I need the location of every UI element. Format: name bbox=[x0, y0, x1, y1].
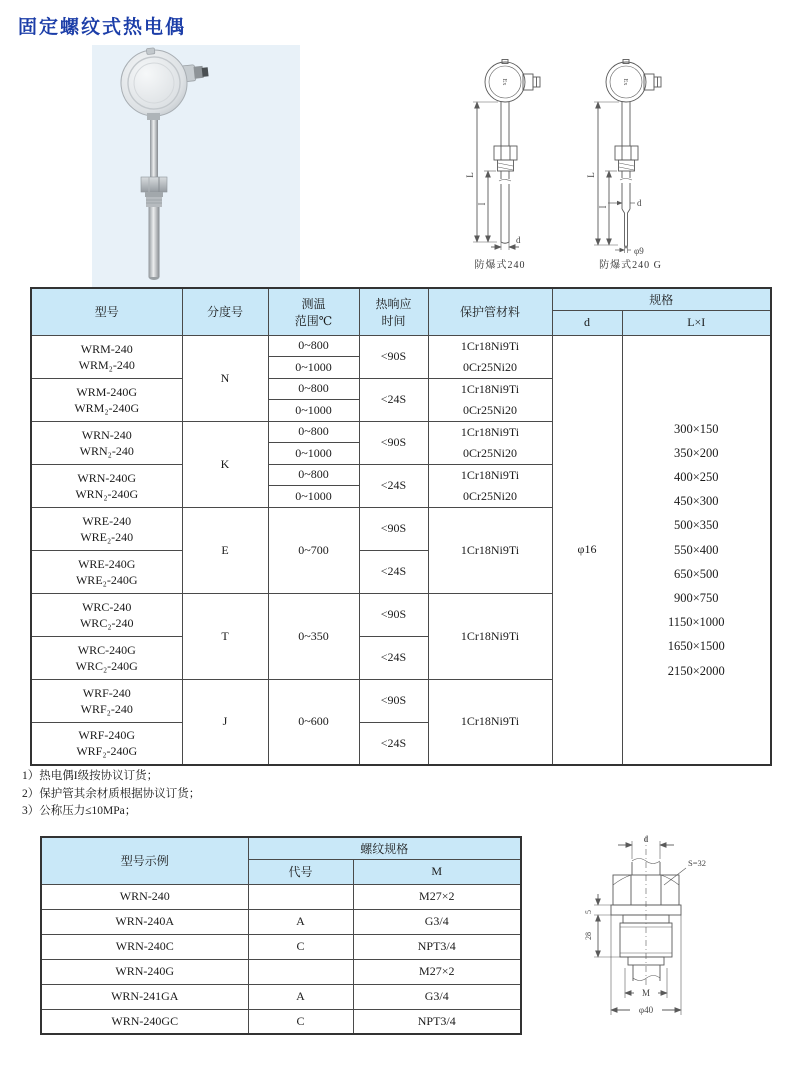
material-line: 0Cr25Ni20 bbox=[463, 402, 517, 417]
response-line1: 热响应 bbox=[375, 296, 412, 311]
response-cell: <24S bbox=[359, 722, 428, 765]
col-header-code: 代号 bbox=[248, 859, 353, 884]
page-title: 固定螺纹式热电偶 bbox=[18, 17, 187, 38]
material-cell: 1Cr18Ni9Ti bbox=[428, 507, 552, 593]
temp-range-cell: 0~1000 bbox=[268, 400, 359, 422]
model-cell-wrmg bbox=[31, 378, 182, 421]
material-cell bbox=[428, 464, 552, 507]
model-cell-wrng bbox=[31, 464, 182, 507]
dim-label-I: I bbox=[598, 205, 608, 209]
model-cell-wrc bbox=[31, 593, 182, 636]
thread-spec-table bbox=[40, 836, 522, 1035]
outline-drawing-240 bbox=[452, 52, 552, 254]
dim-label-d: d bbox=[643, 834, 649, 844]
notes-block bbox=[22, 768, 200, 821]
temp-range-cell: 0~800 bbox=[268, 421, 359, 443]
material-line: 0Cr25Ni20 bbox=[463, 488, 517, 503]
head-ex-mark: Ex bbox=[622, 78, 628, 86]
thread-table-row bbox=[41, 934, 521, 959]
note-2: 2）保护管其余材质根据协议订货； bbox=[22, 787, 201, 800]
model-cell: WRN-241GA bbox=[41, 984, 248, 1009]
model-line: WRF-240 bbox=[82, 685, 131, 700]
model-line: WRN-240 bbox=[81, 427, 132, 442]
thread-table-row bbox=[41, 959, 521, 984]
code-cell: C bbox=[248, 1009, 353, 1034]
temp-range-cell: 0~1000 bbox=[268, 443, 359, 465]
material-cell bbox=[428, 335, 552, 378]
model-line: WRC₂-240 bbox=[79, 615, 134, 630]
response-cell: <24S bbox=[359, 636, 428, 679]
model-line: WRE-240 bbox=[82, 513, 132, 528]
material-cell: 1Cr18Ni9Ti bbox=[428, 593, 552, 679]
material-line: 0Cr25Ni20 bbox=[463, 445, 517, 460]
graduation-cell-e: E bbox=[182, 507, 268, 593]
model-line: WRC₂-240G bbox=[75, 658, 138, 673]
code-cell bbox=[248, 959, 353, 984]
col-header-temp-range bbox=[268, 288, 359, 335]
response-cell: <90S bbox=[359, 421, 428, 464]
thread-table-row bbox=[41, 884, 521, 909]
material-cell bbox=[428, 378, 552, 421]
fitting-detail-drawing bbox=[572, 828, 792, 1028]
dim-label-d: d bbox=[516, 235, 521, 245]
model-line: WRN₂-240 bbox=[79, 443, 134, 458]
material-line: 1Cr18Ni9Ti bbox=[460, 424, 520, 439]
code-cell: A bbox=[248, 909, 353, 934]
model-cell-wrf bbox=[31, 679, 182, 722]
material-line: 1Cr18Ni9Ti bbox=[460, 467, 520, 482]
col-header-graduation: 分度号 bbox=[182, 288, 268, 335]
thread-table-row bbox=[41, 909, 521, 934]
model-line: WRF₂-240G bbox=[76, 744, 138, 759]
outline-drawing-240G bbox=[578, 52, 683, 258]
model-cell: WRN-240G bbox=[41, 959, 248, 984]
model-line: WRM₂-240G bbox=[74, 400, 140, 415]
lxi-values-list: 300×150 350×200 400×250 450×300 500×350 550×400 650×500 900×750 1150×1000 1650×1500 2150×2000 bbox=[667, 421, 725, 678]
dim-label-phi9: φ9 bbox=[634, 246, 644, 256]
m-cell: NPT3/4 bbox=[353, 934, 521, 959]
temp-range-line2: 范围℃ bbox=[294, 313, 333, 328]
material-cell bbox=[428, 421, 552, 464]
model-cell: WRN-240GC bbox=[41, 1009, 248, 1034]
temp-range-line1: 测温 bbox=[301, 296, 326, 311]
thermocouple-product-photo bbox=[92, 45, 300, 287]
response-line2: 时间 bbox=[381, 313, 406, 328]
graduation-cell-n: N bbox=[182, 335, 268, 421]
temp-range-cell: 0~800 bbox=[268, 378, 359, 400]
m-cell: G3/4 bbox=[353, 909, 521, 934]
model-cell-wre bbox=[31, 507, 182, 550]
response-cell: <90S bbox=[359, 335, 428, 378]
model-line: WRN-240G bbox=[77, 470, 137, 485]
dim-label-28: 28 bbox=[584, 932, 593, 940]
model-cell-wreg bbox=[31, 550, 182, 593]
col-header-model: 型号 bbox=[31, 288, 182, 335]
col-header-lxi: L×I bbox=[622, 310, 771, 335]
model-cell: WRN-240A bbox=[41, 909, 248, 934]
model-line: WRN₂-240G bbox=[75, 486, 139, 501]
thread-table-row bbox=[41, 984, 521, 1009]
temp-range-cell: 0~1000 bbox=[268, 357, 359, 379]
model-line: WRE₂-240 bbox=[80, 529, 134, 544]
response-cell: <24S bbox=[359, 550, 428, 593]
dim-label-phi40: φ40 bbox=[638, 1005, 654, 1015]
col-header-response bbox=[359, 288, 428, 335]
response-cell: <24S bbox=[359, 464, 428, 507]
dim-label-M: M bbox=[641, 988, 651, 998]
note-1: 1）热电偶I级按协议订货； bbox=[22, 770, 159, 782]
temp-range-cell: 0~800 bbox=[268, 335, 359, 357]
graduation-cell-j: J bbox=[182, 679, 268, 765]
code-cell: A bbox=[248, 984, 353, 1009]
head-ex-mark: Ex bbox=[501, 78, 507, 86]
model-cell: WRN-240C bbox=[41, 934, 248, 959]
model-line: WRC-240 bbox=[82, 599, 132, 614]
thread-table-row bbox=[41, 1009, 521, 1034]
dim-label-I: I bbox=[477, 202, 487, 206]
temp-range-cell: 0~350 bbox=[268, 593, 359, 679]
temp-range-cell: 0~700 bbox=[268, 507, 359, 593]
m-cell: M27×2 bbox=[353, 959, 521, 984]
model-line: WRE₂-240G bbox=[75, 572, 138, 587]
col-header-material: 保护管材料 bbox=[428, 288, 552, 335]
model-line: WRF₂-240 bbox=[80, 701, 133, 716]
code-cell: C bbox=[248, 934, 353, 959]
dim-label-5: 5 bbox=[584, 910, 593, 914]
model-cell: WRN-240 bbox=[41, 884, 248, 909]
col-header-spec: 规格 bbox=[552, 288, 771, 310]
dim-label-L: L bbox=[586, 172, 596, 178]
model-cell-wrn bbox=[31, 421, 182, 464]
model-cell-wrcg bbox=[31, 636, 182, 679]
material-line: 0Cr25Ni20 bbox=[463, 359, 517, 374]
code-cell bbox=[248, 884, 353, 909]
col-header-thread-spec: 螺纹规格 bbox=[248, 837, 521, 859]
material-line: 1Cr18Ni9Ti bbox=[460, 381, 520, 396]
temp-range-cell: 0~800 bbox=[268, 464, 359, 486]
m-cell: G3/4 bbox=[353, 984, 521, 1009]
col-header-d: d bbox=[552, 310, 622, 335]
material-line: 1Cr18Ni9Ti bbox=[460, 338, 520, 353]
model-line: WRM₂-240 bbox=[78, 357, 135, 372]
dim-label-L: L bbox=[465, 172, 475, 178]
m-cell: NPT3/4 bbox=[353, 1009, 521, 1034]
model-line: WRM-240G bbox=[76, 384, 138, 399]
drawing-240G-caption: 防爆式240 G bbox=[599, 260, 662, 271]
dim-label-d: d bbox=[637, 198, 642, 208]
d-value-cell: φ16 bbox=[552, 335, 622, 765]
lxi-values-cell bbox=[622, 335, 771, 765]
col-header-model-example: 型号示例 bbox=[41, 837, 248, 884]
graduation-cell-t: T bbox=[182, 593, 268, 679]
dim-label-s32: S=32 bbox=[688, 858, 707, 868]
model-line: WRC-240G bbox=[77, 642, 136, 657]
spec-table bbox=[30, 287, 772, 766]
temp-range-cell: 0~600 bbox=[268, 679, 359, 765]
model-cell-wrfg bbox=[31, 722, 182, 765]
model-line: WRE-240G bbox=[78, 556, 136, 571]
temp-range-cell: 0~1000 bbox=[268, 486, 359, 508]
note-3: 3）公称压力≤10MPa； bbox=[22, 805, 137, 817]
col-header-m: M bbox=[353, 859, 521, 884]
response-cell: <90S bbox=[359, 593, 428, 636]
material-cell: 1Cr18Ni9Ti bbox=[428, 679, 552, 765]
graduation-cell-k: K bbox=[182, 421, 268, 507]
model-cell-wrm bbox=[31, 335, 182, 378]
response-cell: <90S bbox=[359, 679, 428, 722]
drawing-240-caption: 防爆式240 bbox=[474, 260, 526, 271]
model-line: WRM-240 bbox=[80, 341, 133, 356]
response-cell: <90S bbox=[359, 507, 428, 550]
m-cell: M27×2 bbox=[353, 884, 521, 909]
model-line: WRF-240G bbox=[78, 728, 136, 743]
response-cell: <24S bbox=[359, 378, 428, 421]
